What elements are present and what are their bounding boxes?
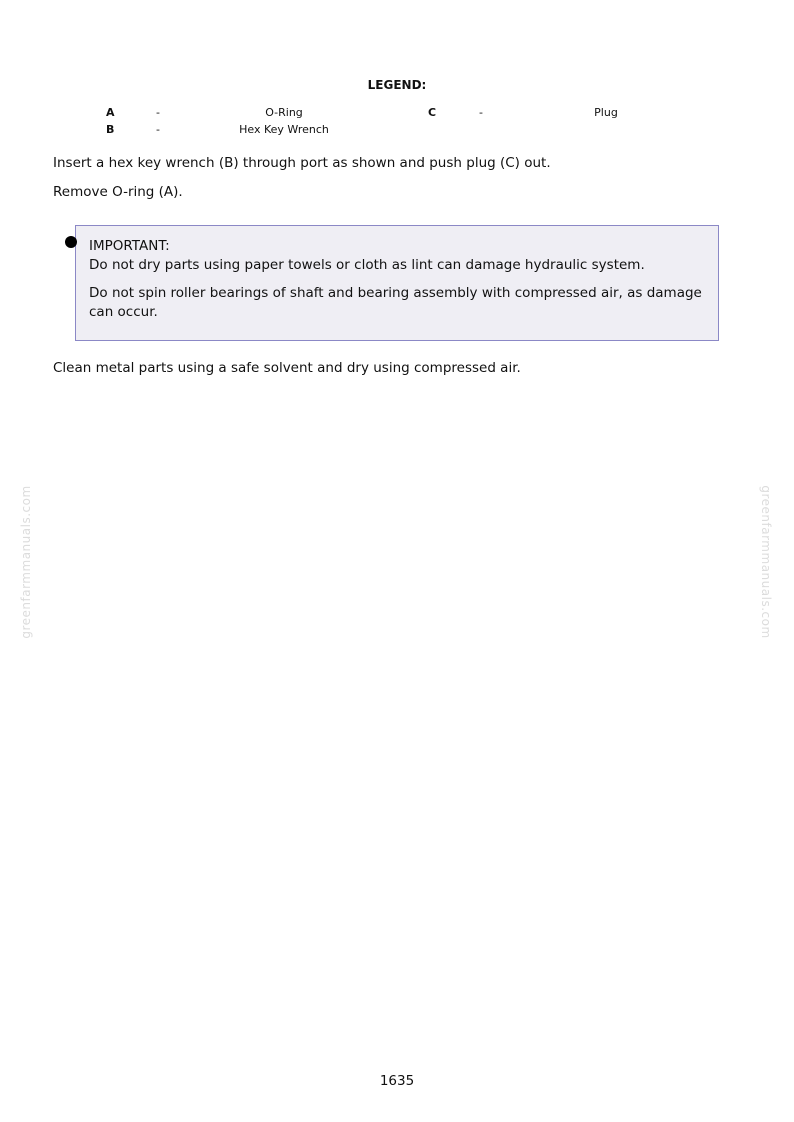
step-clean-metal-parts: Clean metal parts using a safe solvent and dry using compressed air. xyxy=(53,360,521,376)
legend-dash-c: - xyxy=(479,106,483,119)
legend-text-b: Hex Key Wrench xyxy=(239,123,329,136)
important-bullet-icon xyxy=(65,236,77,248)
step-remove-o-ring: Remove O-ring (A). xyxy=(53,184,183,200)
watermark-right: greenfarmmanuals.com xyxy=(759,485,773,639)
legend-dash-a: - xyxy=(156,106,160,119)
important-title: IMPORTANT: xyxy=(89,238,170,254)
step-insert-hex-key: Insert a hex key wrench (B) through port as shown and push plug (C) out. xyxy=(53,155,551,171)
page-number: 1635 xyxy=(379,1073,415,1089)
legend-dash-b: - xyxy=(156,123,160,136)
legend-text-a: O-Ring xyxy=(265,106,303,119)
legend-title: LEGEND: xyxy=(367,78,427,92)
legend-letter-c: C xyxy=(428,106,437,119)
watermark-left: greenfarmmanuals.com xyxy=(19,485,33,639)
legend-letter-a: A xyxy=(106,106,115,119)
important-notice-box xyxy=(75,225,719,341)
legend-letter-b: B xyxy=(106,123,115,136)
important-paragraph: Do not dry parts using paper towels or cloth as lint can damage hydraulic system. xyxy=(89,257,645,273)
important-paragraph: Do not spin roller bearings of shaft and bearing assembly with compressed air, as damage can occur. xyxy=(89,285,702,320)
legend-text-c: Plug xyxy=(594,106,618,119)
